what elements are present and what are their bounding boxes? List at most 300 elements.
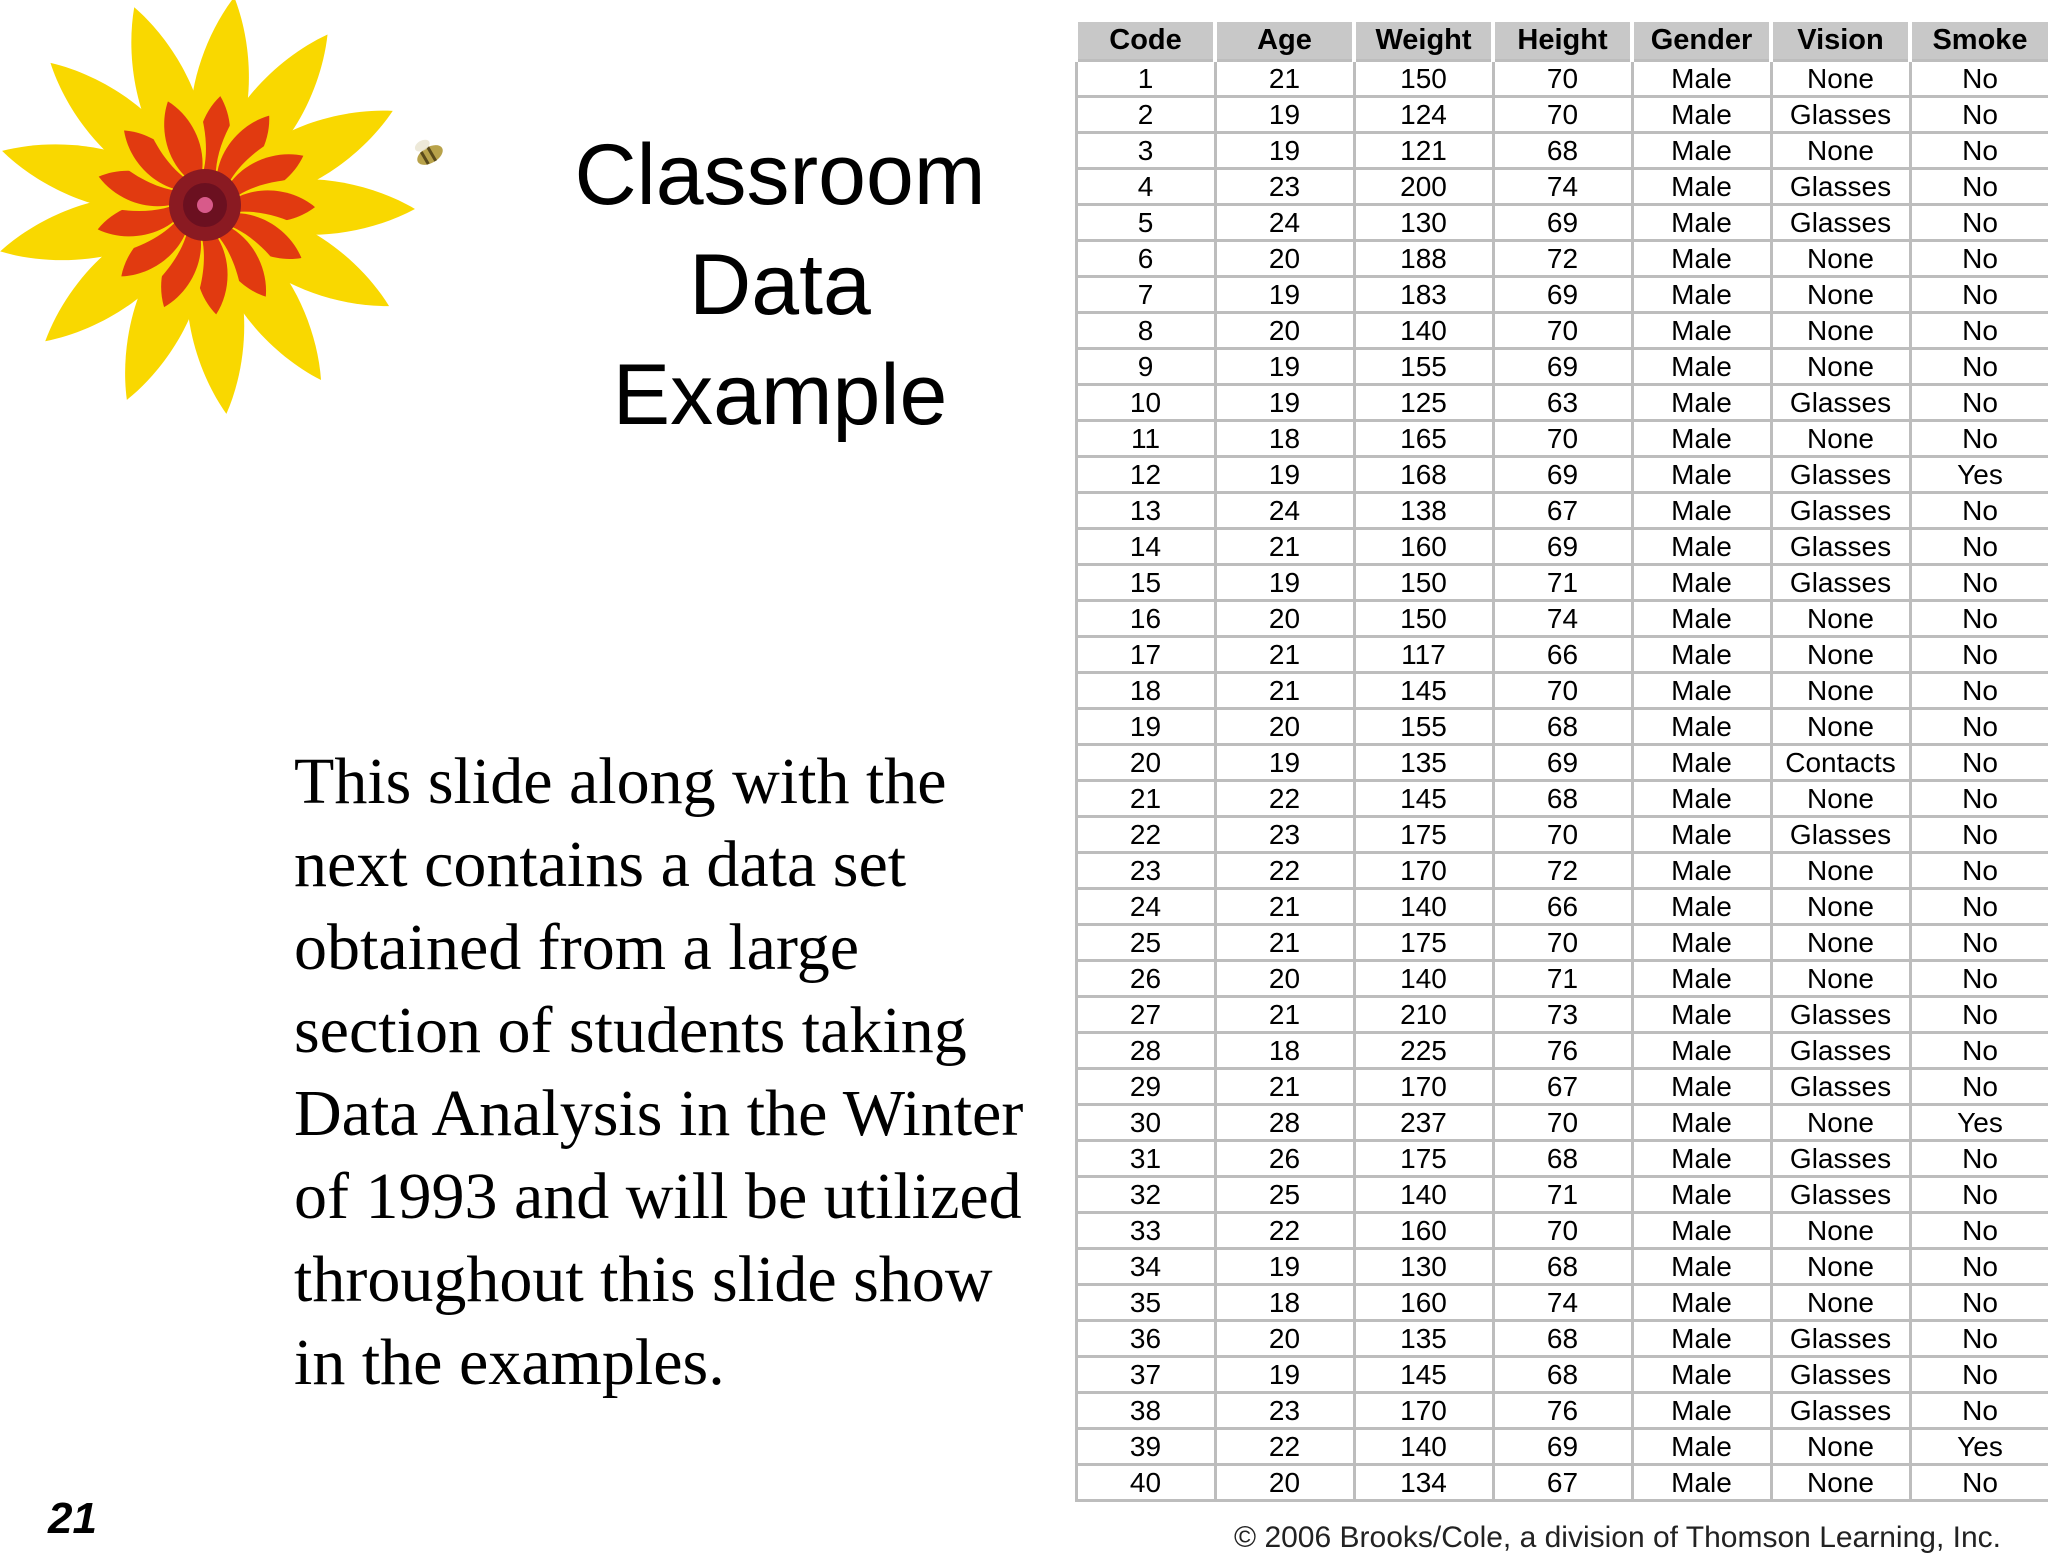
table-row (1076, 997, 2048, 1033)
table-cell: Male (1632, 889, 1771, 925)
table-row (1076, 1177, 2048, 1213)
table-cell: 7 (1076, 277, 1215, 313)
table-cell: 67 (1493, 493, 1632, 529)
table-cell: 175 (1354, 1141, 1493, 1177)
table-cell: 18 (1215, 421, 1354, 457)
table-cell: Yes (1910, 457, 2048, 493)
table-cell: 20 (1215, 961, 1354, 997)
table-cell: 70 (1493, 421, 1632, 457)
table-cell: 19 (1076, 709, 1215, 745)
table-cell: None (1771, 1249, 1910, 1285)
table-cell: 24 (1215, 493, 1354, 529)
table-cell: Male (1632, 997, 1771, 1033)
table-cell: Male (1632, 961, 1771, 997)
table-cell: 68 (1493, 709, 1632, 745)
table-cell: None (1771, 421, 1910, 457)
table-row (1076, 349, 2048, 385)
table-cell: No (1910, 1285, 2048, 1321)
table-cell: None (1771, 853, 1910, 889)
column-header: Gender (1632, 22, 1771, 61)
table-cell: 21 (1215, 529, 1354, 565)
table-cell: 168 (1354, 457, 1493, 493)
table-row (1076, 781, 2048, 817)
table-row (1076, 457, 2048, 493)
table-cell: No (1910, 637, 2048, 673)
table-cell: Male (1632, 745, 1771, 781)
table-cell: 28 (1076, 1033, 1215, 1069)
table-cell: Male (1632, 205, 1771, 241)
table-cell: Male (1632, 1393, 1771, 1429)
table-cell: 21 (1076, 781, 1215, 817)
bee-icon (409, 133, 446, 169)
table-cell: 63 (1493, 385, 1632, 421)
table-cell: Glasses (1771, 1141, 1910, 1177)
table-cell: 19 (1215, 349, 1354, 385)
table-cell: 140 (1354, 1429, 1493, 1465)
table-cell: None (1771, 277, 1910, 313)
table-cell: 68 (1493, 1249, 1632, 1285)
table-row (1076, 133, 2048, 169)
table-cell: None (1771, 1213, 1910, 1249)
table-cell: 23 (1076, 853, 1215, 889)
column-header: Code (1076, 22, 1215, 61)
table-cell: Male (1632, 1321, 1771, 1357)
table-cell: No (1910, 421, 2048, 457)
table-cell: None (1771, 313, 1910, 349)
table-row (1076, 925, 2048, 961)
table-cell: 69 (1493, 1429, 1632, 1465)
table-cell: No (1910, 313, 2048, 349)
table-cell: 15 (1076, 565, 1215, 601)
table-cell: Male (1632, 133, 1771, 169)
table-cell: Male (1632, 781, 1771, 817)
table-cell: Male (1632, 421, 1771, 457)
table-cell: No (1910, 61, 2048, 97)
table-cell: 39 (1076, 1429, 1215, 1465)
table-cell: 20 (1215, 1321, 1354, 1357)
table-cell: Male (1632, 1357, 1771, 1393)
table-row (1076, 169, 2048, 205)
table-cell: No (1910, 529, 2048, 565)
table-cell: Glasses (1771, 97, 1910, 133)
table-cell: 140 (1354, 1177, 1493, 1213)
table-cell: Male (1632, 637, 1771, 673)
table-cell: 138 (1354, 493, 1493, 529)
table-cell: Glasses (1771, 385, 1910, 421)
table-cell: 69 (1493, 457, 1632, 493)
table-cell: 14 (1076, 529, 1215, 565)
table-cell: No (1910, 1033, 2048, 1069)
table-cell: 170 (1354, 1393, 1493, 1429)
table-cell: None (1771, 637, 1910, 673)
table-cell: 19 (1215, 745, 1354, 781)
table-cell: No (1910, 1141, 2048, 1177)
table-cell: 70 (1493, 673, 1632, 709)
table-cell: Male (1632, 241, 1771, 277)
table-cell: Male (1632, 457, 1771, 493)
table-cell: 71 (1493, 1177, 1632, 1213)
table-cell: 68 (1493, 1321, 1632, 1357)
table-cell: 21 (1215, 889, 1354, 925)
table-cell: Glasses (1771, 817, 1910, 853)
table-cell: None (1771, 889, 1910, 925)
table-cell: 165 (1354, 421, 1493, 457)
table-cell: Glasses (1771, 565, 1910, 601)
table-cell: Male (1632, 565, 1771, 601)
table-cell: 140 (1354, 961, 1493, 997)
table-cell: 134 (1354, 1465, 1493, 1501)
table-cell: 32 (1076, 1177, 1215, 1213)
table-row (1076, 97, 2048, 133)
table-cell: 69 (1493, 205, 1632, 241)
slide-description: This slide along with the next contains a data set obtained from a large section of students taking Data Analysis in the Winter of 1993 and will be utilized throughout this slide show in the examples. (294, 745, 1024, 1399)
table-cell: 135 (1354, 1321, 1493, 1357)
table-cell: None (1771, 133, 1910, 169)
table-row (1076, 1033, 2048, 1069)
column-header: Weight (1354, 22, 1493, 61)
table-cell: 30 (1076, 1105, 1215, 1141)
table-cell: No (1910, 97, 2048, 133)
table-row (1076, 1357, 2048, 1393)
table-cell: Glasses (1771, 493, 1910, 529)
table-cell: No (1910, 493, 2048, 529)
table-cell: 188 (1354, 241, 1493, 277)
table-cell: Male (1632, 1249, 1771, 1285)
table-cell: No (1910, 133, 2048, 169)
table-cell: Male (1632, 1141, 1771, 1177)
table-cell: Male (1632, 349, 1771, 385)
table-cell: Male (1632, 97, 1771, 133)
table-cell: 36 (1076, 1321, 1215, 1357)
table-cell: None (1771, 781, 1910, 817)
table-cell: Glasses (1771, 1033, 1910, 1069)
table-cell: 140 (1354, 313, 1493, 349)
table-cell: 13 (1076, 493, 1215, 529)
table-cell: 145 (1354, 673, 1493, 709)
table-cell: Male (1632, 673, 1771, 709)
table-cell: Glasses (1771, 1357, 1910, 1393)
table-cell: Male (1632, 1033, 1771, 1069)
table-cell: 210 (1354, 997, 1493, 1033)
table-cell: No (1910, 565, 2048, 601)
table-row (1076, 205, 2048, 241)
table-cell: 24 (1215, 205, 1354, 241)
table-row (1076, 673, 2048, 709)
table-cell: 76 (1493, 1033, 1632, 1069)
table-cell: Glasses (1771, 457, 1910, 493)
table-row (1076, 421, 2048, 457)
table-cell: 140 (1354, 889, 1493, 925)
slide-number: 21 (48, 1494, 97, 1543)
table-cell: Contacts (1771, 745, 1910, 781)
table-cell: 72 (1493, 241, 1632, 277)
table-cell: 200 (1354, 169, 1493, 205)
table-cell: 71 (1493, 565, 1632, 601)
table-cell: No (1910, 601, 2048, 637)
table-cell: Male (1632, 61, 1771, 97)
table-header-row (1076, 22, 2048, 61)
table-cell: No (1910, 1465, 2048, 1501)
table-cell: Glasses (1771, 1069, 1910, 1105)
table-cell: 1 (1076, 61, 1215, 97)
table-cell: 155 (1354, 709, 1493, 745)
table-cell: 31 (1076, 1141, 1215, 1177)
table-cell: Male (1632, 313, 1771, 349)
table-cell: 135 (1354, 745, 1493, 781)
table-cell: No (1910, 889, 2048, 925)
table-row (1076, 745, 2048, 781)
table-cell: 26 (1076, 961, 1215, 997)
table-cell: None (1771, 1429, 1910, 1465)
table-cell: 150 (1354, 565, 1493, 601)
table-cell: Male (1632, 601, 1771, 637)
slide-title (520, 120, 1040, 450)
table-cell: No (1910, 709, 2048, 745)
table-cell: 150 (1354, 601, 1493, 637)
table-cell: No (1910, 673, 2048, 709)
table-row (1076, 1285, 2048, 1321)
table-cell: 18 (1215, 1285, 1354, 1321)
table-cell: 237 (1354, 1105, 1493, 1141)
table-cell: 22 (1215, 853, 1354, 889)
table-cell: 20 (1215, 1465, 1354, 1501)
table-cell: 2 (1076, 97, 1215, 133)
table-cell: 130 (1354, 1249, 1493, 1285)
table-cell: No (1910, 1177, 2048, 1213)
table-row (1076, 565, 2048, 601)
table-row (1076, 601, 2048, 637)
table-cell: Male (1632, 1213, 1771, 1249)
column-header: Smoke (1910, 22, 2048, 61)
table-cell: 33 (1076, 1213, 1215, 1249)
table-cell: Yes (1910, 1429, 2048, 1465)
table-cell: 145 (1354, 1357, 1493, 1393)
table-cell: 66 (1493, 889, 1632, 925)
table-cell: 125 (1354, 385, 1493, 421)
table-row (1076, 1465, 2048, 1501)
table-cell: 70 (1493, 1105, 1632, 1141)
table-cell: None (1771, 925, 1910, 961)
table-row (1076, 241, 2048, 277)
table-cell: 28 (1215, 1105, 1354, 1141)
table-cell: 68 (1493, 781, 1632, 817)
table-cell: 19 (1215, 565, 1354, 601)
table-cell: Male (1632, 817, 1771, 853)
table-cell: Male (1632, 1285, 1771, 1321)
table-cell: 69 (1493, 529, 1632, 565)
table-cell: 35 (1076, 1285, 1215, 1321)
table-cell: None (1771, 601, 1910, 637)
table-cell: No (1910, 349, 2048, 385)
table-row (1076, 709, 2048, 745)
table-cell: No (1910, 925, 2048, 961)
table-cell: 19 (1215, 457, 1354, 493)
table-cell: 21 (1215, 997, 1354, 1033)
table-cell: 19 (1215, 1357, 1354, 1393)
table-row (1076, 1321, 2048, 1357)
table-cell: 183 (1354, 277, 1493, 313)
table-cell: 20 (1215, 709, 1354, 745)
table-cell: No (1910, 781, 2048, 817)
table-cell: 67 (1493, 1069, 1632, 1105)
column-header: Age (1215, 22, 1354, 61)
table-cell: 121 (1354, 133, 1493, 169)
table-cell: 27 (1076, 997, 1215, 1033)
table-cell: 70 (1493, 817, 1632, 853)
table-cell: 21 (1215, 673, 1354, 709)
table-row (1076, 61, 2048, 97)
table-row (1076, 385, 2048, 421)
table-cell: 175 (1354, 925, 1493, 961)
table-cell: Yes (1910, 1105, 2048, 1141)
table-row (1076, 1429, 2048, 1465)
table-cell: 21 (1215, 925, 1354, 961)
table-cell: Male (1632, 1177, 1771, 1213)
flower-image (0, 0, 450, 450)
table-cell: 22 (1215, 1429, 1354, 1465)
table-cell: 19 (1215, 385, 1354, 421)
table-cell: No (1910, 817, 2048, 853)
table-cell: No (1910, 1213, 2048, 1249)
table-cell: 21 (1215, 637, 1354, 673)
table-cell: 20 (1215, 601, 1354, 637)
table-cell: 73 (1493, 997, 1632, 1033)
table-cell: Glasses (1771, 169, 1910, 205)
table-cell: No (1910, 205, 2048, 241)
table-cell: Male (1632, 277, 1771, 313)
table-cell: 40 (1076, 1465, 1215, 1501)
table-cell: 71 (1493, 961, 1632, 997)
table-cell: Male (1632, 925, 1771, 961)
table-cell: 18 (1076, 673, 1215, 709)
table-cell: 130 (1354, 205, 1493, 241)
table-cell: No (1910, 853, 2048, 889)
table-cell: 225 (1354, 1033, 1493, 1069)
table-cell: None (1771, 1105, 1910, 1141)
table-row (1076, 1393, 2048, 1429)
table-cell: No (1910, 1321, 2048, 1357)
table-cell: 19 (1215, 277, 1354, 313)
table-cell: Male (1632, 1069, 1771, 1105)
table-cell: 74 (1493, 1285, 1632, 1321)
table-cell: 145 (1354, 781, 1493, 817)
table-cell: 20 (1076, 745, 1215, 781)
title-line: Classroom (574, 127, 986, 223)
table-cell: 68 (1493, 1357, 1632, 1393)
table-cell: 11 (1076, 421, 1215, 457)
table-cell: 70 (1493, 925, 1632, 961)
table-cell: 34 (1076, 1249, 1215, 1285)
table-cell: No (1910, 385, 2048, 421)
table-cell: 74 (1493, 601, 1632, 637)
table-row (1076, 961, 2048, 997)
table-cell: 68 (1493, 1141, 1632, 1177)
table-cell: 155 (1354, 349, 1493, 385)
table-cell: 170 (1354, 1069, 1493, 1105)
table-cell: 17 (1076, 637, 1215, 673)
table-cell: 6 (1076, 241, 1215, 277)
table-cell: No (1910, 1069, 2048, 1105)
table-cell: 29 (1076, 1069, 1215, 1105)
table-cell: Male (1632, 529, 1771, 565)
column-header: Height (1493, 22, 1632, 61)
title-line: Data (689, 237, 871, 333)
table-cell: 69 (1493, 349, 1632, 385)
table-cell: 19 (1215, 133, 1354, 169)
table-cell: Male (1632, 385, 1771, 421)
table-row (1076, 529, 2048, 565)
table-cell: No (1910, 169, 2048, 205)
table-row (1076, 889, 2048, 925)
table-row (1076, 817, 2048, 853)
table-cell: 37 (1076, 1357, 1215, 1393)
table-row (1076, 853, 2048, 889)
table-cell: 38 (1076, 1393, 1215, 1429)
table-cell: Male (1632, 493, 1771, 529)
table-cell: No (1910, 997, 2048, 1033)
copyright-notice: © 2006 Brooks/Cole, a division of Thomson Learning, Inc. (1234, 1521, 2001, 1554)
table-cell: 21 (1215, 61, 1354, 97)
table-cell: Glasses (1771, 205, 1910, 241)
table-cell: No (1910, 277, 2048, 313)
table-cell: Glasses (1771, 1177, 1910, 1213)
flower-center-dot (197, 197, 213, 213)
table-cell: 160 (1354, 1285, 1493, 1321)
table-row (1076, 1141, 2048, 1177)
table-cell: 22 (1215, 781, 1354, 817)
column-header: Vision (1771, 22, 1910, 61)
table-row (1076, 277, 2048, 313)
title-line: Example (612, 347, 948, 443)
table-cell: 16 (1076, 601, 1215, 637)
table-cell: 3 (1076, 133, 1215, 169)
table-cell: Glasses (1771, 997, 1910, 1033)
table-row (1076, 1213, 2048, 1249)
table-cell: No (1910, 241, 2048, 277)
table-cell: Male (1632, 1429, 1771, 1465)
table-cell: Male (1632, 853, 1771, 889)
table-cell: None (1771, 61, 1910, 97)
table-cell: 160 (1354, 1213, 1493, 1249)
table-cell: 74 (1493, 169, 1632, 205)
table-cell: Glasses (1771, 1393, 1910, 1429)
table-cell: 70 (1493, 61, 1632, 97)
table-cell: 23 (1215, 169, 1354, 205)
table-cell: No (1910, 1357, 2048, 1393)
table-cell: 21 (1215, 1069, 1354, 1105)
table-cell: Male (1632, 1465, 1771, 1501)
table-cell: None (1771, 1465, 1910, 1501)
table-cell: 117 (1354, 637, 1493, 673)
table-row (1076, 313, 2048, 349)
table-cell: 20 (1215, 241, 1354, 277)
table-cell: 24 (1076, 889, 1215, 925)
table-cell: 5 (1076, 205, 1215, 241)
table-cell: 23 (1215, 1393, 1354, 1429)
table-cell: None (1771, 961, 1910, 997)
table-cell: 69 (1493, 745, 1632, 781)
table-cell: 22 (1215, 1213, 1354, 1249)
table-cell: 23 (1215, 817, 1354, 853)
table-cell: 25 (1215, 1177, 1354, 1213)
table-cell: 8 (1076, 313, 1215, 349)
table-cell: Glasses (1771, 529, 1910, 565)
table-cell: None (1771, 349, 1910, 385)
table-cell: None (1771, 241, 1910, 277)
table-row (1076, 1249, 2048, 1285)
table-row (1076, 637, 2048, 673)
table-cell: No (1910, 961, 2048, 997)
